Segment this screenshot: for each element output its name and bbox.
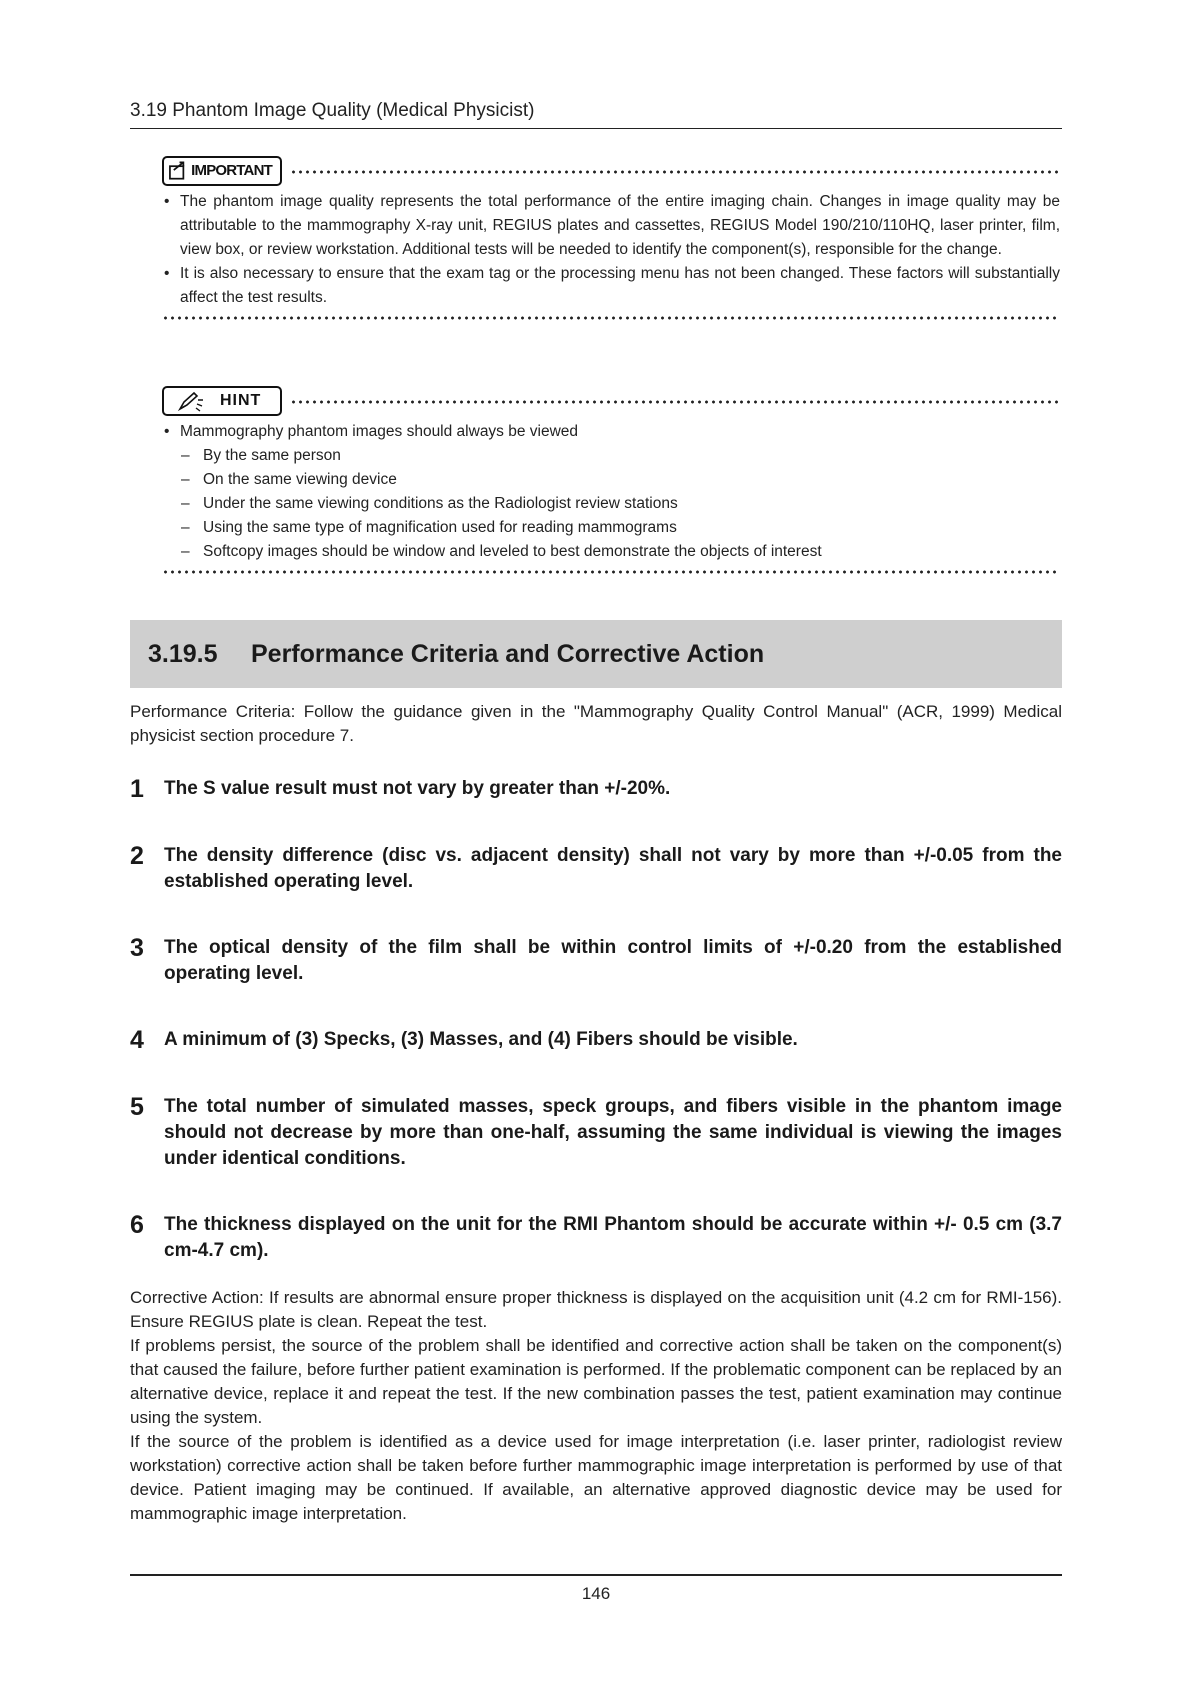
hint-item: – Using the same type of magnification used for reading mammograms (162, 516, 1060, 540)
hint-item: – By the same person (162, 444, 1060, 468)
criterion-text: A minimum of (3) Specks, (3) Masses, and (4) Fibers should be visible. (164, 1029, 798, 1050)
hint-intro: • Mammography phantom images should always be viewed (162, 420, 1060, 444)
important-bottom-dots (162, 316, 1060, 320)
hint-item: – Under the same viewing conditions as the Radiologist review stations (162, 492, 1060, 516)
important-label: IMPORTANT (191, 162, 272, 179)
hint-top-dots (290, 400, 1060, 404)
criterion-text: The optical density of the film shall be within control limits of +/-0.20 from the established operating level. (164, 937, 1062, 984)
criterion-number: 1 (130, 775, 144, 803)
page-number: 146 (581, 1584, 611, 1603)
hint-bottom-dots (162, 570, 1060, 574)
criterion-6 (130, 1212, 1062, 1264)
hint-item: – Softcopy images should be window and leveled to best demonstrate the objects of interest (162, 540, 1060, 564)
corrective-action (130, 1286, 1062, 1526)
corrective-paragraph: Corrective Action: If results are abnormal ensure proper thickness is displayed on the acquisition unit (4.2 cm for RMI-156). Ensure REGIUS plate is clean. Repeat the test. (130, 1288, 1062, 1331)
criterion-number: 4 (130, 1026, 144, 1054)
important-list (162, 190, 1060, 310)
criterion-text: The density difference (disc vs. adjacent density) shall not vary by more than +/-0.05 from the established operating level. (164, 845, 1062, 892)
criterion-number: 2 (130, 842, 144, 870)
hint-note (162, 386, 1060, 574)
criterion-text: The S value result must not vary by greater than +/-20%. (164, 778, 671, 799)
criterion-5 (130, 1094, 1062, 1172)
hint-list (162, 420, 1060, 564)
criterion-number: 3 (130, 934, 144, 962)
criterion-number: 6 (130, 1211, 144, 1239)
important-item: • It is also necessary to ensure that the exam tag or the processing menu has not been changed. These factors will substantially affect the test results. (162, 262, 1060, 310)
important-note-icon (168, 160, 189, 182)
corrective-paragraph: If problems persist, the source of the problem shall be identified and corrective action shall be taken on the component(s) that caused the failure, before further patient examination is performed. If the problematic component can be replaced by an alternative device, replace it and repeat the test. If the new combination passes the test, patient examination may continue using the system. (130, 1336, 1062, 1427)
criterion-2 (130, 843, 1062, 895)
section-title: Performance Criteria and Corrective Action (251, 639, 765, 668)
corrective-paragraph: If the source of the problem is identified as a device used for image interpretation (i.e. laser printer, radiologist review workstation) corrective action shall be taken before further mammographic image interpretation is performed by use of that device. Patient imaging may be continued. If available, an alternative approved diagnostic device may be used for mammographic image interpretation. (130, 1432, 1062, 1523)
section-heading (130, 620, 1062, 688)
important-top-dots (290, 170, 1060, 174)
criterion-1 (130, 776, 1062, 802)
important-item: • The phantom image quality represents the total performance of the entire imaging chain. Changes in image quality may be attributable to the mammography X-ray unit, REGIUS plates and cassettes, REGIUS Model 190/210/110HQ, laser printer, film, view box, or review workstation. Additional tests will be needed to identify the component(s), responsible for the change. (162, 190, 1060, 262)
footer-rule (130, 1574, 1062, 1576)
hint-label: HINT (220, 392, 262, 409)
important-note-header (162, 156, 1060, 190)
criterion-number: 5 (130, 1093, 144, 1121)
running-header: 3.19 Phantom Image Quality (Medical Physicist) (130, 100, 1062, 129)
criterion-4 (130, 1027, 1062, 1053)
hint-note-header (162, 386, 1060, 420)
performance-intro: Performance Criteria: Follow the guidance given in the "Mammography Quality Control Manual" (ACR, 1999) Medical physicist section procedure 7. (130, 702, 1062, 745)
section-number: 3.19.5 (148, 639, 218, 668)
important-note (162, 156, 1060, 320)
hint-item: – On the same viewing device (162, 468, 1060, 492)
hint-badge (162, 386, 282, 416)
criterion-text: The total number of simulated masses, speck groups, and fibers visible in the phantom image should not decrease by more than one-half, assuming the same individual is viewing the images under identical conditions. (164, 1096, 1062, 1169)
important-badge (162, 156, 282, 186)
criterion-text: The thickness displayed on the unit for the RMI Phantom should be accurate within +/- 0.5 cm (3.7 cm-4.7 cm). (164, 1214, 1062, 1261)
criterion-3 (130, 935, 1062, 987)
pen-hint-icon (176, 390, 206, 412)
